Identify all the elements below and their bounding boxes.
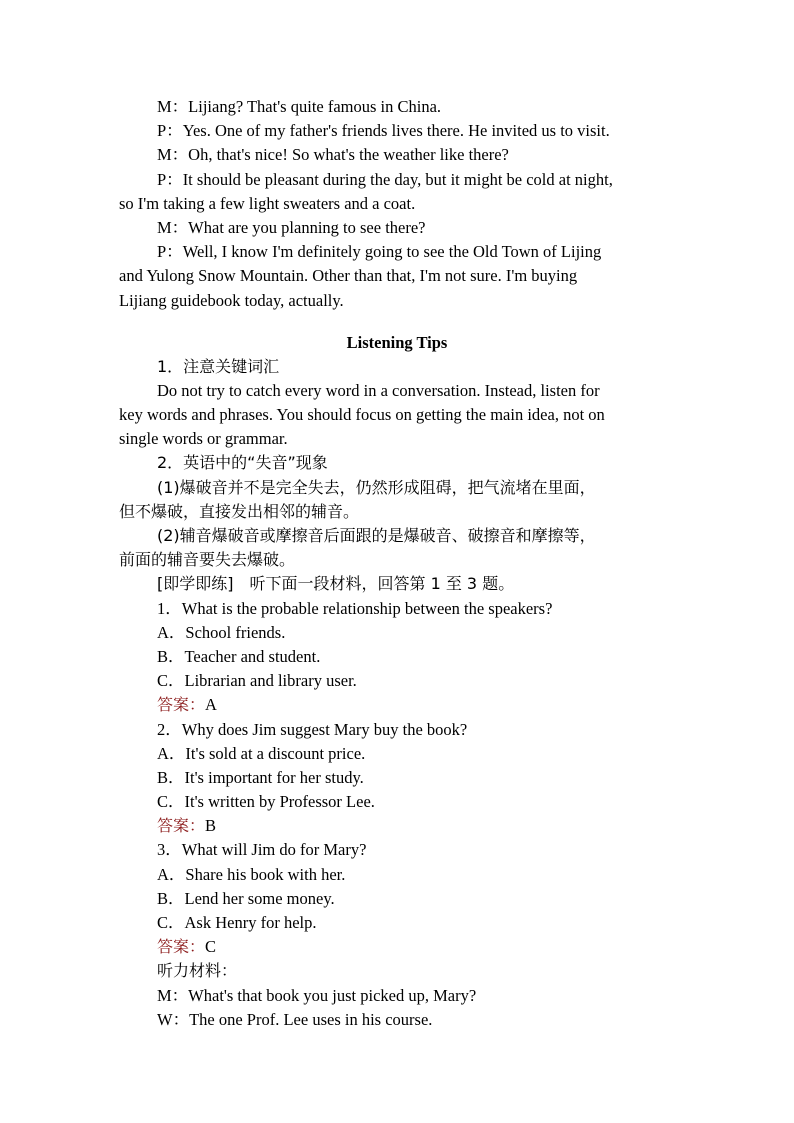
dialogue-text: It should be pleasant during the day, but it might be cold at night,: [182, 169, 613, 189]
dialogue-line: [119, 241, 675, 265]
tip-body-line: (2)辅音爆破音或摩擦音后面跟的是爆破音、破擦音和摩擦等，: [157, 526, 596, 545]
question: 3．What will Jim do for Mary?: [157, 840, 367, 860]
material-line: [119, 1009, 675, 1033]
answer-line: [119, 815, 675, 839]
dialogue-line-continued: [119, 265, 675, 289]
dialogue-line: [119, 144, 675, 168]
option: B．It's important for her study.: [157, 767, 364, 787]
practice-intro: [即学即练] 听下面一段材料，回答第 1 至 3 题。: [157, 574, 515, 594]
dialogue-line-continued: [119, 193, 675, 217]
answer-value: B: [205, 816, 217, 836]
answer-value: A: [205, 695, 217, 715]
speaker-label: M：: [157, 97, 189, 116]
tip-body-line: Do not try to catch every word in a conversation. Instead, listen for: [157, 380, 600, 400]
speaker-label: P：: [157, 169, 183, 189]
dialogue-text: The one Prof. Lee uses in his course.: [189, 1009, 433, 1029]
answer-label: 答案：: [157, 695, 206, 715]
option: A．School friends.: [157, 622, 286, 642]
option: C．Ask Henry for help.: [157, 913, 317, 932]
answer-label: 答案：: [157, 937, 206, 957]
dialogue-text: What are you planning to see there?: [188, 217, 426, 237]
speaker-label: M：: [157, 985, 189, 1005]
speaker-label: P：: [157, 121, 183, 141]
option: B．Lend her some money.: [157, 888, 335, 908]
dialogue-text: Lijiang guidebook today, actually.: [119, 290, 344, 310]
dialogue-text: Oh, that's nice! So what's the weather like there?: [188, 145, 509, 165]
dialogue-text: Well, I know I'm definitely going to see the Old Town of Lijing: [182, 242, 602, 262]
tip-body-line: 但不爆破，直接发出相邻的辅音。: [119, 501, 360, 521]
material-title: 听力材料：: [157, 961, 238, 981]
tip-body-line: single words or grammar.: [119, 429, 288, 449]
tip-title: 2．英语中的“失音”现象: [157, 453, 328, 473]
option: C．Librarian and library user.: [157, 671, 357, 691]
option: B．Teacher and student.: [157, 646, 321, 666]
dialogue-text: What's that book you just picked up, Mary?: [188, 985, 477, 1005]
dialogue-line: [119, 120, 675, 144]
dialogue-text: Yes. One of my father's friends lives there. He invited us to visit.: [182, 121, 610, 141]
option: A．Share his book with her.: [157, 864, 346, 884]
speaker-label: M：: [157, 145, 189, 165]
speaker-label: W：: [157, 1009, 190, 1029]
question: 2．Why does Jim suggest Mary buy the book?: [157, 719, 468, 739]
dialogue-text: so I'm taking a few light sweaters and a coat.: [119, 193, 416, 213]
tip-body-line: key words and phrases. You should focus on getting the main idea, not on: [119, 405, 605, 425]
tip-body-line: (1)爆破音并不是完全失去，仍然形成阻碍，把气流堵在里面，: [157, 477, 596, 497]
section-heading: Listening Tips: [346, 332, 448, 352]
question: 1．What is the probable relationship between the speakers?: [157, 598, 553, 618]
speaker-label: M：: [157, 217, 189, 237]
tip-body-line: 前面的辅音要失去爆破。: [119, 550, 296, 570]
material-line: [119, 985, 675, 1009]
document-page: [119, 96, 675, 1033]
dialogue-text: and Yulong Snow Mountain. Other than that, I'm not sure. I'm buying: [119, 266, 578, 286]
dialogue-line-continued: [119, 290, 675, 314]
option: A．It's sold at a discount price.: [157, 743, 366, 763]
dialogue-line: [119, 96, 675, 120]
answer-line: [119, 936, 675, 960]
tip-title: 1．注意关键词汇: [157, 356, 280, 376]
speaker-label: P：: [157, 242, 183, 262]
option: C．It's written by Professor Lee.: [157, 792, 375, 812]
dialogue-line: [119, 217, 675, 241]
answer-value: C: [205, 937, 217, 957]
dialogue-line: [119, 169, 675, 193]
answer-line: [119, 694, 675, 718]
dialogue-text: Lijiang? That's quite famous in China.: [188, 97, 442, 116]
answer-label: 答案：: [157, 816, 206, 836]
